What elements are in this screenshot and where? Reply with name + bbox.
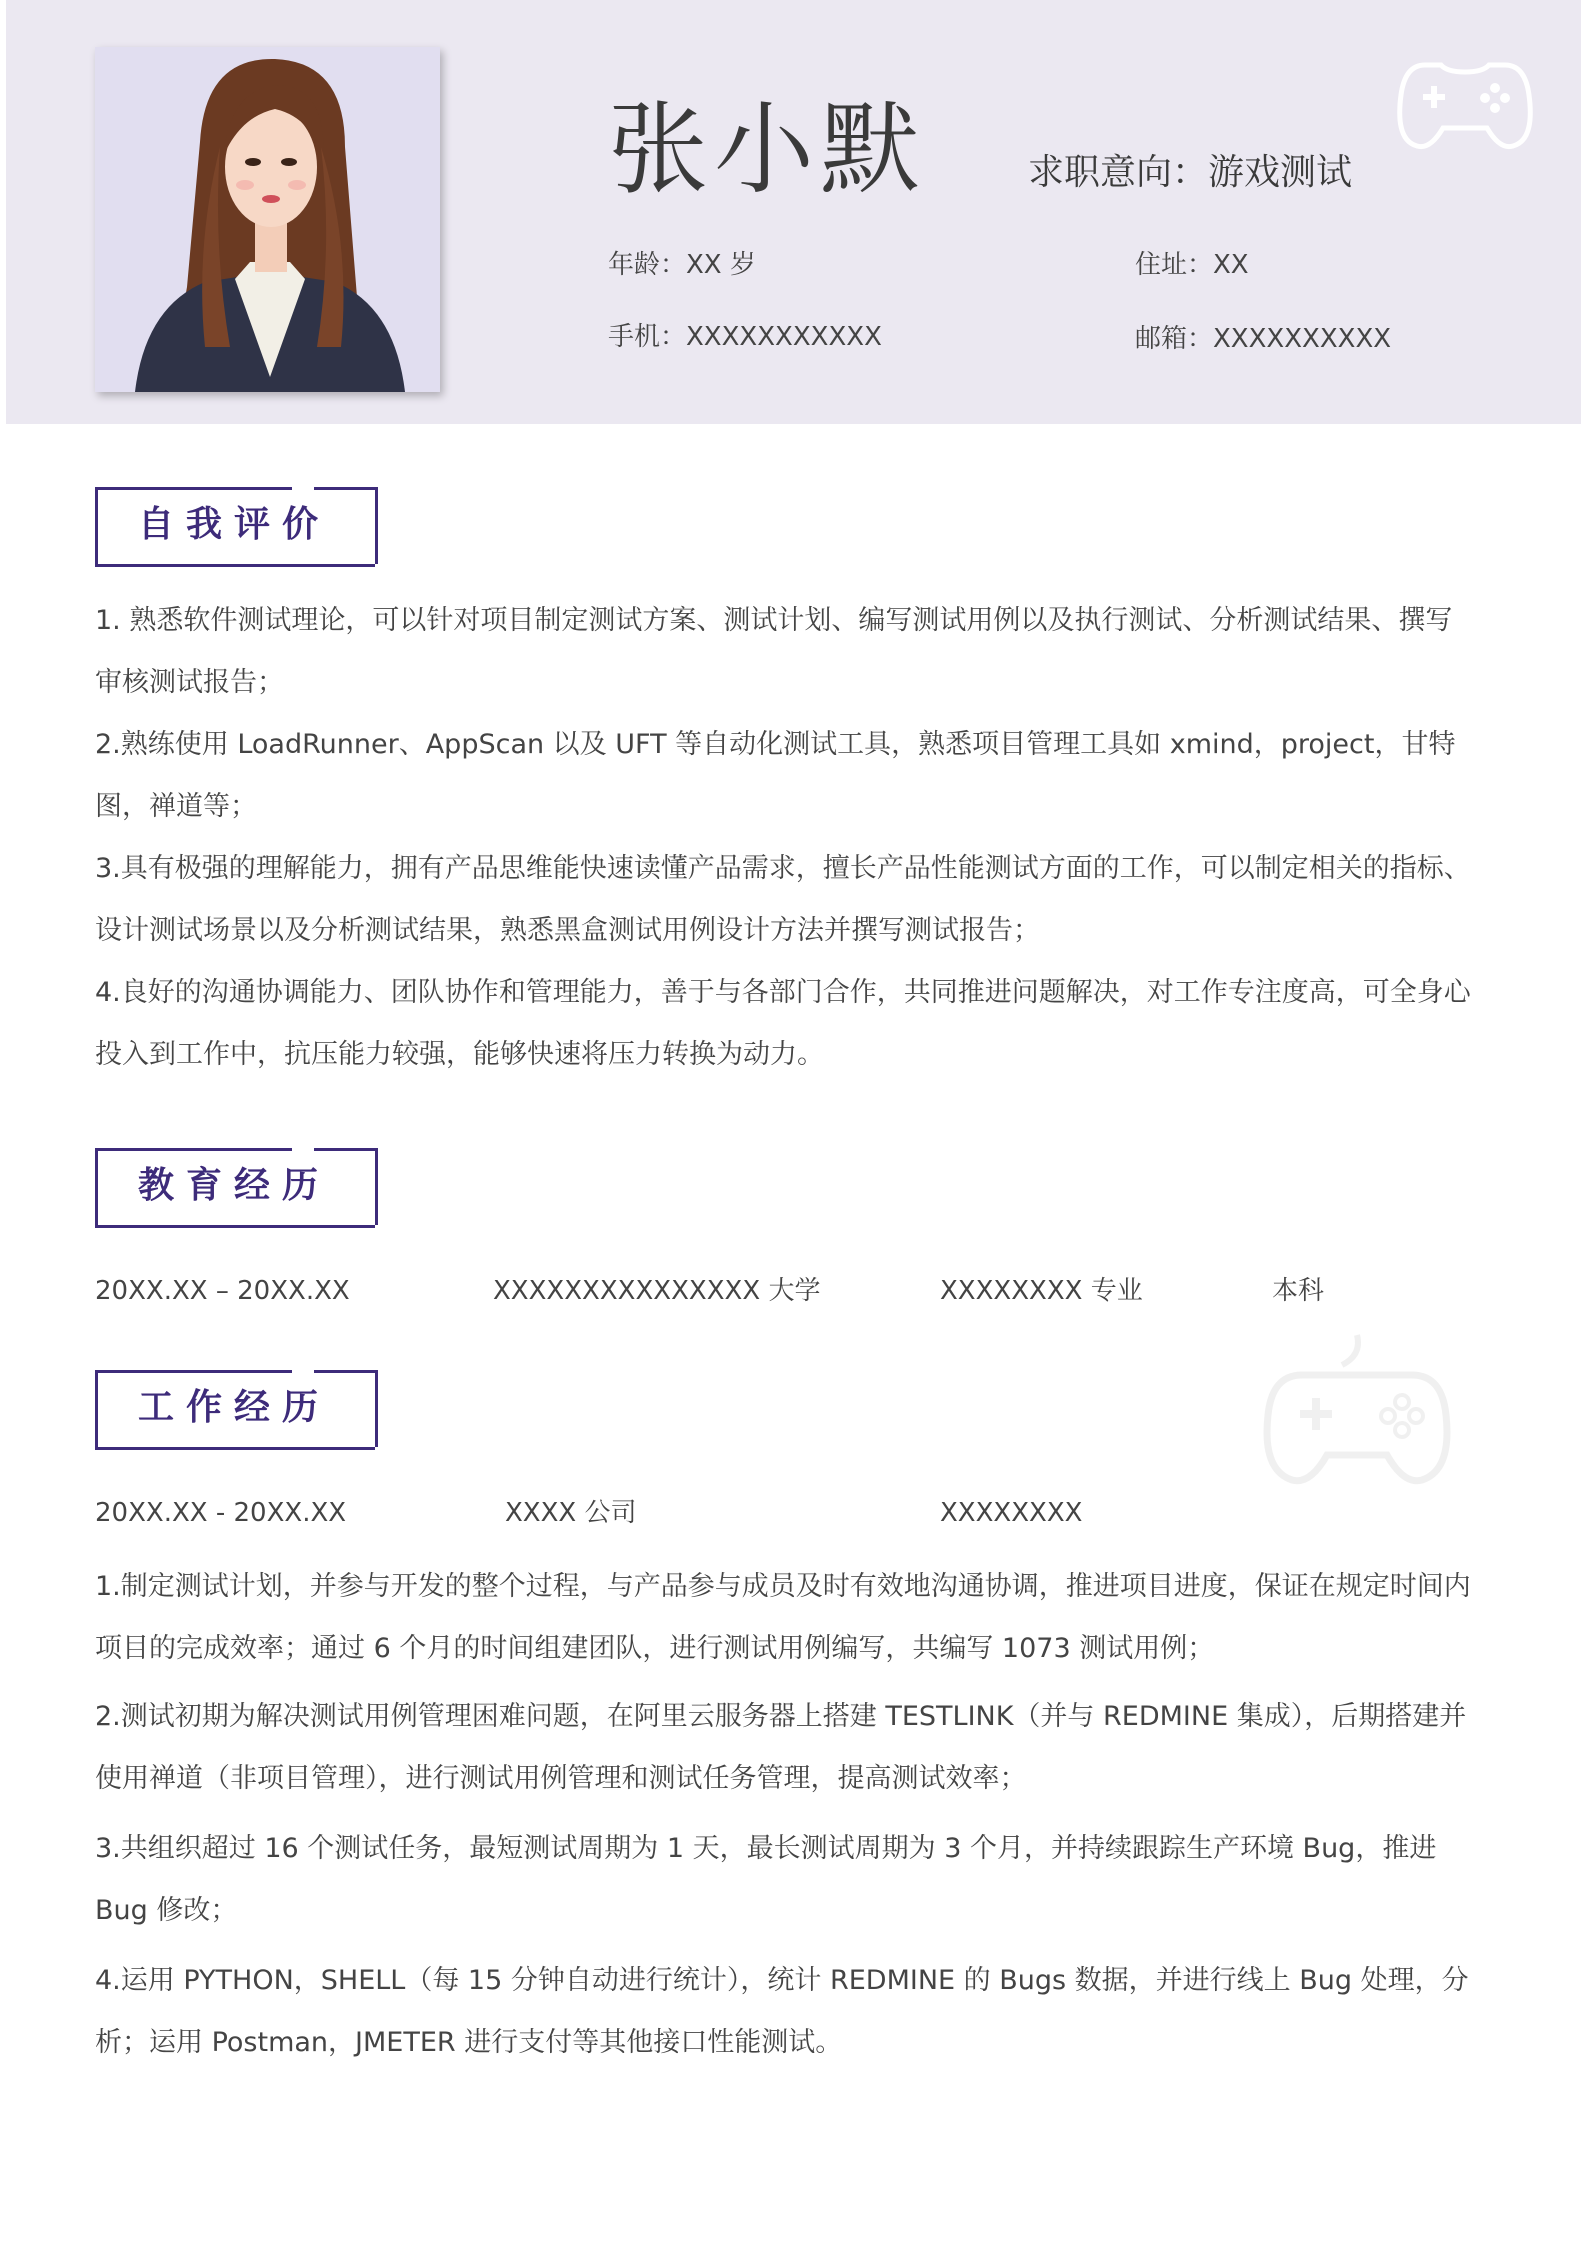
section-title-label: 教育经历 [138,1165,331,1206]
job-intent: 求职意向：游戏测试 [1028,152,1353,193]
address-field: 住址：XX [1135,250,1249,280]
age-field: 年龄：XX 岁 [608,250,756,280]
self-eval-item: 2.熟练使用 LoadRunner、AppScan 以及 UFT 等自动化测试工具，熟悉项目管理工具如 xmind，project，甘特图，禅道等； [95,729,1456,822]
section-title-education [95,1148,375,1228]
gamepad-icon [1395,50,1535,155]
section-title-label: 自我评价 [138,504,331,545]
gamepad-icon [1262,1330,1452,1490]
section-title-self-eval [95,487,375,567]
work-position: XXXXXXXX [940,1498,1083,1528]
self-eval-item: 1. 熟悉软件测试理论，可以针对项目制定测试方案、测试计划、编写测试用例以及执行测试、分析测试结果、撰写审核测试报告； [95,605,1453,698]
work-item: 1.制定测试计划，并参与开发的整个过程，与产品参与成员及时有效地沟通协调，推进项目进度，保证在规定时间内项目的完成效率；通过 6 个月的时间组建团队，进行测试用例编写，共编写 1073 测试用例； [95,1571,1471,1664]
education-major: XXXXXXXX 专业 [940,1276,1143,1306]
education-degree: 本科 [1272,1276,1325,1306]
phone-field: 手机：XXXXXXXXXXX [608,322,882,352]
self-eval-item: 4.良好的沟通协调能力、团队协作和管理能力，善于与各部门合作，共同推进问题解决，对工作专注度高，可全身心投入到工作中，抗压能力较强，能够快速将压力转换为动力。 [95,977,1471,1070]
education-period: 20XX.XX – 20XX.XX [95,1276,350,1306]
work-company: XXXX 公司 [505,1498,637,1528]
work-item: 4.运用 PYTHON，SHELL（每 15 分钟自动进行统计），统计 REDMINE 的 Bugs 数据，并进行线上 Bug 处理，分析；运用 Postman，JMETER 进行支付等其他接口性能测试。 [95,1965,1469,2058]
profile-photo [95,47,440,392]
work-item: 2.测试初期为解决测试用例管理困难问题，在阿里云服务器上搭建 TESTLINK（并与 REDMINE 集成），后期搭建并使用禅道（非项目管理），进行测试用例管理和测试任务管理，提高测试效率； [95,1701,1467,1794]
work-item: 3.共组织超过 16 个测试任务，最短测试周期为 1 天，最长测试周期为 3 个月，并持续跟踪生产环境 Bug，推进 Bug 修改； [95,1833,1437,1926]
section-title-label: 工作经历 [138,1387,331,1428]
work-period: 20XX.XX - 20XX.XX [95,1498,347,1528]
education-school: XXXXXXXXXXXXXXX 大学 [493,1276,821,1306]
candidate-name: 张小默 [608,91,926,208]
self-eval-item: 3.具有极强的理解能力，拥有产品思维能快速读懂产品需求，擅长产品性能测试方面的工作，可以制定相关的指标、设计测试场景以及分析测试结果，熟悉黑盒测试用例设计方法并撰写测试报告； [95,853,1471,946]
section-title-work [95,1370,375,1450]
email-field: 邮箱：XXXXXXXXXX [1135,324,1392,354]
